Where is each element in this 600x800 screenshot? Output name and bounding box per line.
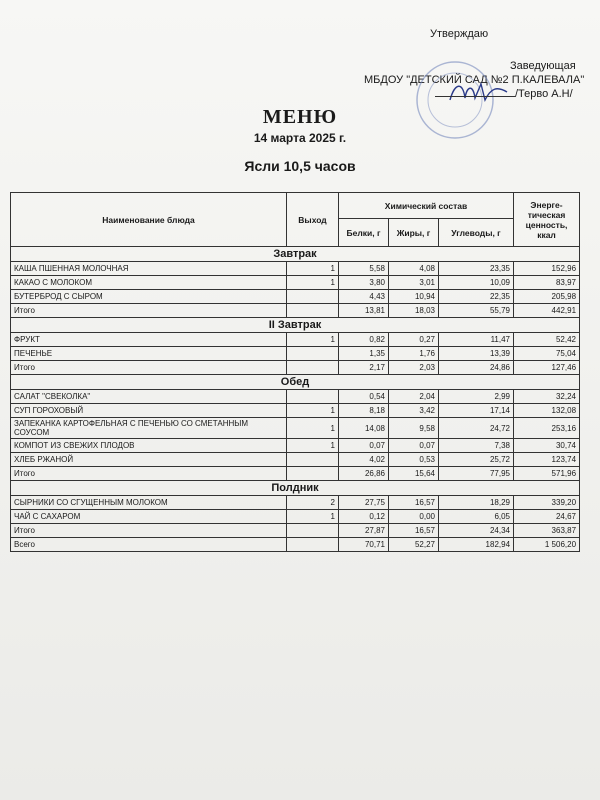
total-protein: 26,86 xyxy=(339,467,389,481)
table-row xyxy=(11,418,580,439)
dish-fat: 0,27 xyxy=(389,333,439,347)
dish-name: БУТЕРБРОД С СЫРОМ xyxy=(11,290,287,304)
dish-fat: 0,53 xyxy=(389,453,439,467)
dish-energy: 83,97 xyxy=(514,276,580,290)
table-row xyxy=(11,290,580,304)
dish-fat: 10,94 xyxy=(389,290,439,304)
dish-carbs: 24,72 xyxy=(439,418,514,439)
dish-fat: 16,57 xyxy=(389,496,439,510)
dish-energy: 152,96 xyxy=(514,262,580,276)
dish-energy: 253,16 xyxy=(514,418,580,439)
table-row xyxy=(11,404,580,418)
total-carbs: 24,86 xyxy=(439,361,514,375)
total-fat: 2,03 xyxy=(389,361,439,375)
dish-name: ХЛЕБ РЖАНОЙ xyxy=(11,453,287,467)
dish-energy: 24,67 xyxy=(514,510,580,524)
dish-yield: 1 xyxy=(287,418,339,439)
dish-energy: 52,42 xyxy=(514,333,580,347)
table-row xyxy=(11,390,580,404)
grand-total-carbs: 182,94 xyxy=(439,538,514,552)
table-row xyxy=(11,276,580,290)
total-fat: 18,03 xyxy=(389,304,439,318)
dish-carbs: 23,35 xyxy=(439,262,514,276)
total-row xyxy=(11,467,580,481)
header-carbs: Углеводы, г xyxy=(439,219,514,247)
dish-protein: 3,80 xyxy=(339,276,389,290)
header-name: Наименование блюда xyxy=(11,193,287,247)
total-energy: 127,46 xyxy=(514,361,580,375)
dish-name: САЛАТ "СВЕКОЛКА" xyxy=(11,390,287,404)
total-row xyxy=(11,524,580,538)
dish-carbs: 18,29 xyxy=(439,496,514,510)
dish-yield xyxy=(287,347,339,361)
dish-name: СУП ГОРОХОВЫЙ xyxy=(11,404,287,418)
dish-fat: 0,00 xyxy=(389,510,439,524)
table-row xyxy=(11,510,580,524)
dish-name: СЫРНИКИ СО СГУЩЕННЫМ МОЛОКОМ xyxy=(11,496,287,510)
total-label: Итого xyxy=(11,361,287,375)
total-energy: 363,87 xyxy=(514,524,580,538)
dish-protein: 0,54 xyxy=(339,390,389,404)
total-carbs: 55,79 xyxy=(439,304,514,318)
dish-protein: 27,75 xyxy=(339,496,389,510)
total-carbs: 24,34 xyxy=(439,524,514,538)
total-energy: 571,96 xyxy=(514,467,580,481)
dish-fat: 9,58 xyxy=(389,418,439,439)
total-label: Итого xyxy=(11,524,287,538)
total-protein: 27,87 xyxy=(339,524,389,538)
dish-energy: 123,74 xyxy=(514,453,580,467)
total-carbs: 77,95 xyxy=(439,467,514,481)
dish-protein: 0,82 xyxy=(339,333,389,347)
signer-name: /Терво А.Н/ xyxy=(515,88,573,100)
header-protein: Белки, г xyxy=(339,219,389,247)
grand-total-protein: 70,71 xyxy=(339,538,389,552)
total-label: Итого xyxy=(11,467,287,481)
dish-protein: 5,58 xyxy=(339,262,389,276)
page-title: МЕНЮ xyxy=(262,106,338,128)
dish-name: ПЕЧЕНЬЕ xyxy=(11,347,287,361)
dish-energy: 339,20 xyxy=(514,496,580,510)
dish-protein: 14,08 xyxy=(339,418,389,439)
menu-table xyxy=(10,192,580,552)
dish-carbs: 10,09 xyxy=(439,276,514,290)
section-title: Полдник xyxy=(11,481,580,496)
dish-fat: 3,42 xyxy=(389,404,439,418)
grand-total-label: Всего xyxy=(11,538,287,552)
section-title: Завтрак xyxy=(11,247,580,262)
grand-total-energy: 1 506,20 xyxy=(514,538,580,552)
dish-carbs: 6,05 xyxy=(439,510,514,524)
total-row xyxy=(11,361,580,375)
header-energy: Энерге-тическая ценность, ккал xyxy=(514,193,580,247)
dish-carbs: 11,47 xyxy=(439,333,514,347)
dish-yield: 1 xyxy=(287,439,339,453)
section-title: II Завтрак xyxy=(11,318,580,333)
dish-protein: 0,07 xyxy=(339,439,389,453)
dish-fat: 3,01 xyxy=(389,276,439,290)
total-protein: 2,17 xyxy=(339,361,389,375)
menu-date: 14 марта 2025 г. xyxy=(253,131,347,145)
header-fat: Жиры, г xyxy=(389,219,439,247)
dish-yield xyxy=(287,390,339,404)
group-label: Ясли 10,5 часов xyxy=(244,158,356,174)
dish-yield: 1 xyxy=(287,510,339,524)
dish-carbs: 22,35 xyxy=(439,290,514,304)
section-title: Обед xyxy=(11,375,580,390)
dish-name: ЗАПЕКАНКА КАРТОФЕЛЬНАЯ С ПЕЧЕНЬЮ СО СМЕТАННЫМ СОУСОМ xyxy=(11,418,287,439)
dish-carbs: 25,72 xyxy=(439,453,514,467)
dish-yield: 1 xyxy=(287,404,339,418)
dish-fat: 1,76 xyxy=(389,347,439,361)
dish-protein: 0,12 xyxy=(339,510,389,524)
header-yield: Выход xyxy=(287,193,339,247)
organization-label: МБДОУ "ДЕТСКИЙ САД №2 П.КАЛЕВАЛА" xyxy=(364,74,585,86)
dish-yield: 1 xyxy=(287,262,339,276)
header-chem: Химический состав xyxy=(339,193,514,219)
table-row xyxy=(11,333,580,347)
dish-fat: 2,04 xyxy=(389,390,439,404)
total-label: Итого xyxy=(11,304,287,318)
dish-protein: 4,02 xyxy=(339,453,389,467)
dish-yield: 2 xyxy=(287,496,339,510)
total-protein: 13,81 xyxy=(339,304,389,318)
table-row xyxy=(11,496,580,510)
total-row xyxy=(11,304,580,318)
total-fat: 15,64 xyxy=(389,467,439,481)
dish-yield xyxy=(287,453,339,467)
dish-protein: 8,18 xyxy=(339,404,389,418)
dish-yield: 1 xyxy=(287,276,339,290)
signature-line xyxy=(435,96,515,97)
table-row xyxy=(11,347,580,361)
dish-name: КОМПОТ ИЗ СВЕЖИХ ПЛОДОВ xyxy=(11,439,287,453)
grand-total-row xyxy=(11,538,580,552)
signature xyxy=(445,78,515,108)
dish-carbs: 13,39 xyxy=(439,347,514,361)
dish-carbs: 7,38 xyxy=(439,439,514,453)
dish-yield xyxy=(287,290,339,304)
dish-protein: 4,43 xyxy=(339,290,389,304)
dish-name: ФРУКТ xyxy=(11,333,287,347)
dish-carbs: 17,14 xyxy=(439,404,514,418)
dish-energy: 75,04 xyxy=(514,347,580,361)
dish-energy: 30,74 xyxy=(514,439,580,453)
total-fat: 16,57 xyxy=(389,524,439,538)
total-energy: 442,91 xyxy=(514,304,580,318)
table-row xyxy=(11,262,580,276)
dish-fat: 4,08 xyxy=(389,262,439,276)
dish-energy: 132,08 xyxy=(514,404,580,418)
dish-name: КАША ПШЕННАЯ МОЛОЧНАЯ xyxy=(11,262,287,276)
dish-protein: 1,35 xyxy=(339,347,389,361)
dish-yield: 1 xyxy=(287,333,339,347)
approve-label: Утверждаю xyxy=(430,28,489,40)
table-row xyxy=(11,439,580,453)
dish-energy: 205,98 xyxy=(514,290,580,304)
dish-name: ЧАЙ С САХАРОМ xyxy=(11,510,287,524)
dish-name: КАКАО С МОЛОКОМ xyxy=(11,276,287,290)
dish-fat: 0,07 xyxy=(389,439,439,453)
table-row xyxy=(11,453,580,467)
grand-total-fat: 52,27 xyxy=(389,538,439,552)
dish-energy: 32,24 xyxy=(514,390,580,404)
dish-carbs: 2,99 xyxy=(439,390,514,404)
position-label: Заведующая xyxy=(510,60,576,72)
